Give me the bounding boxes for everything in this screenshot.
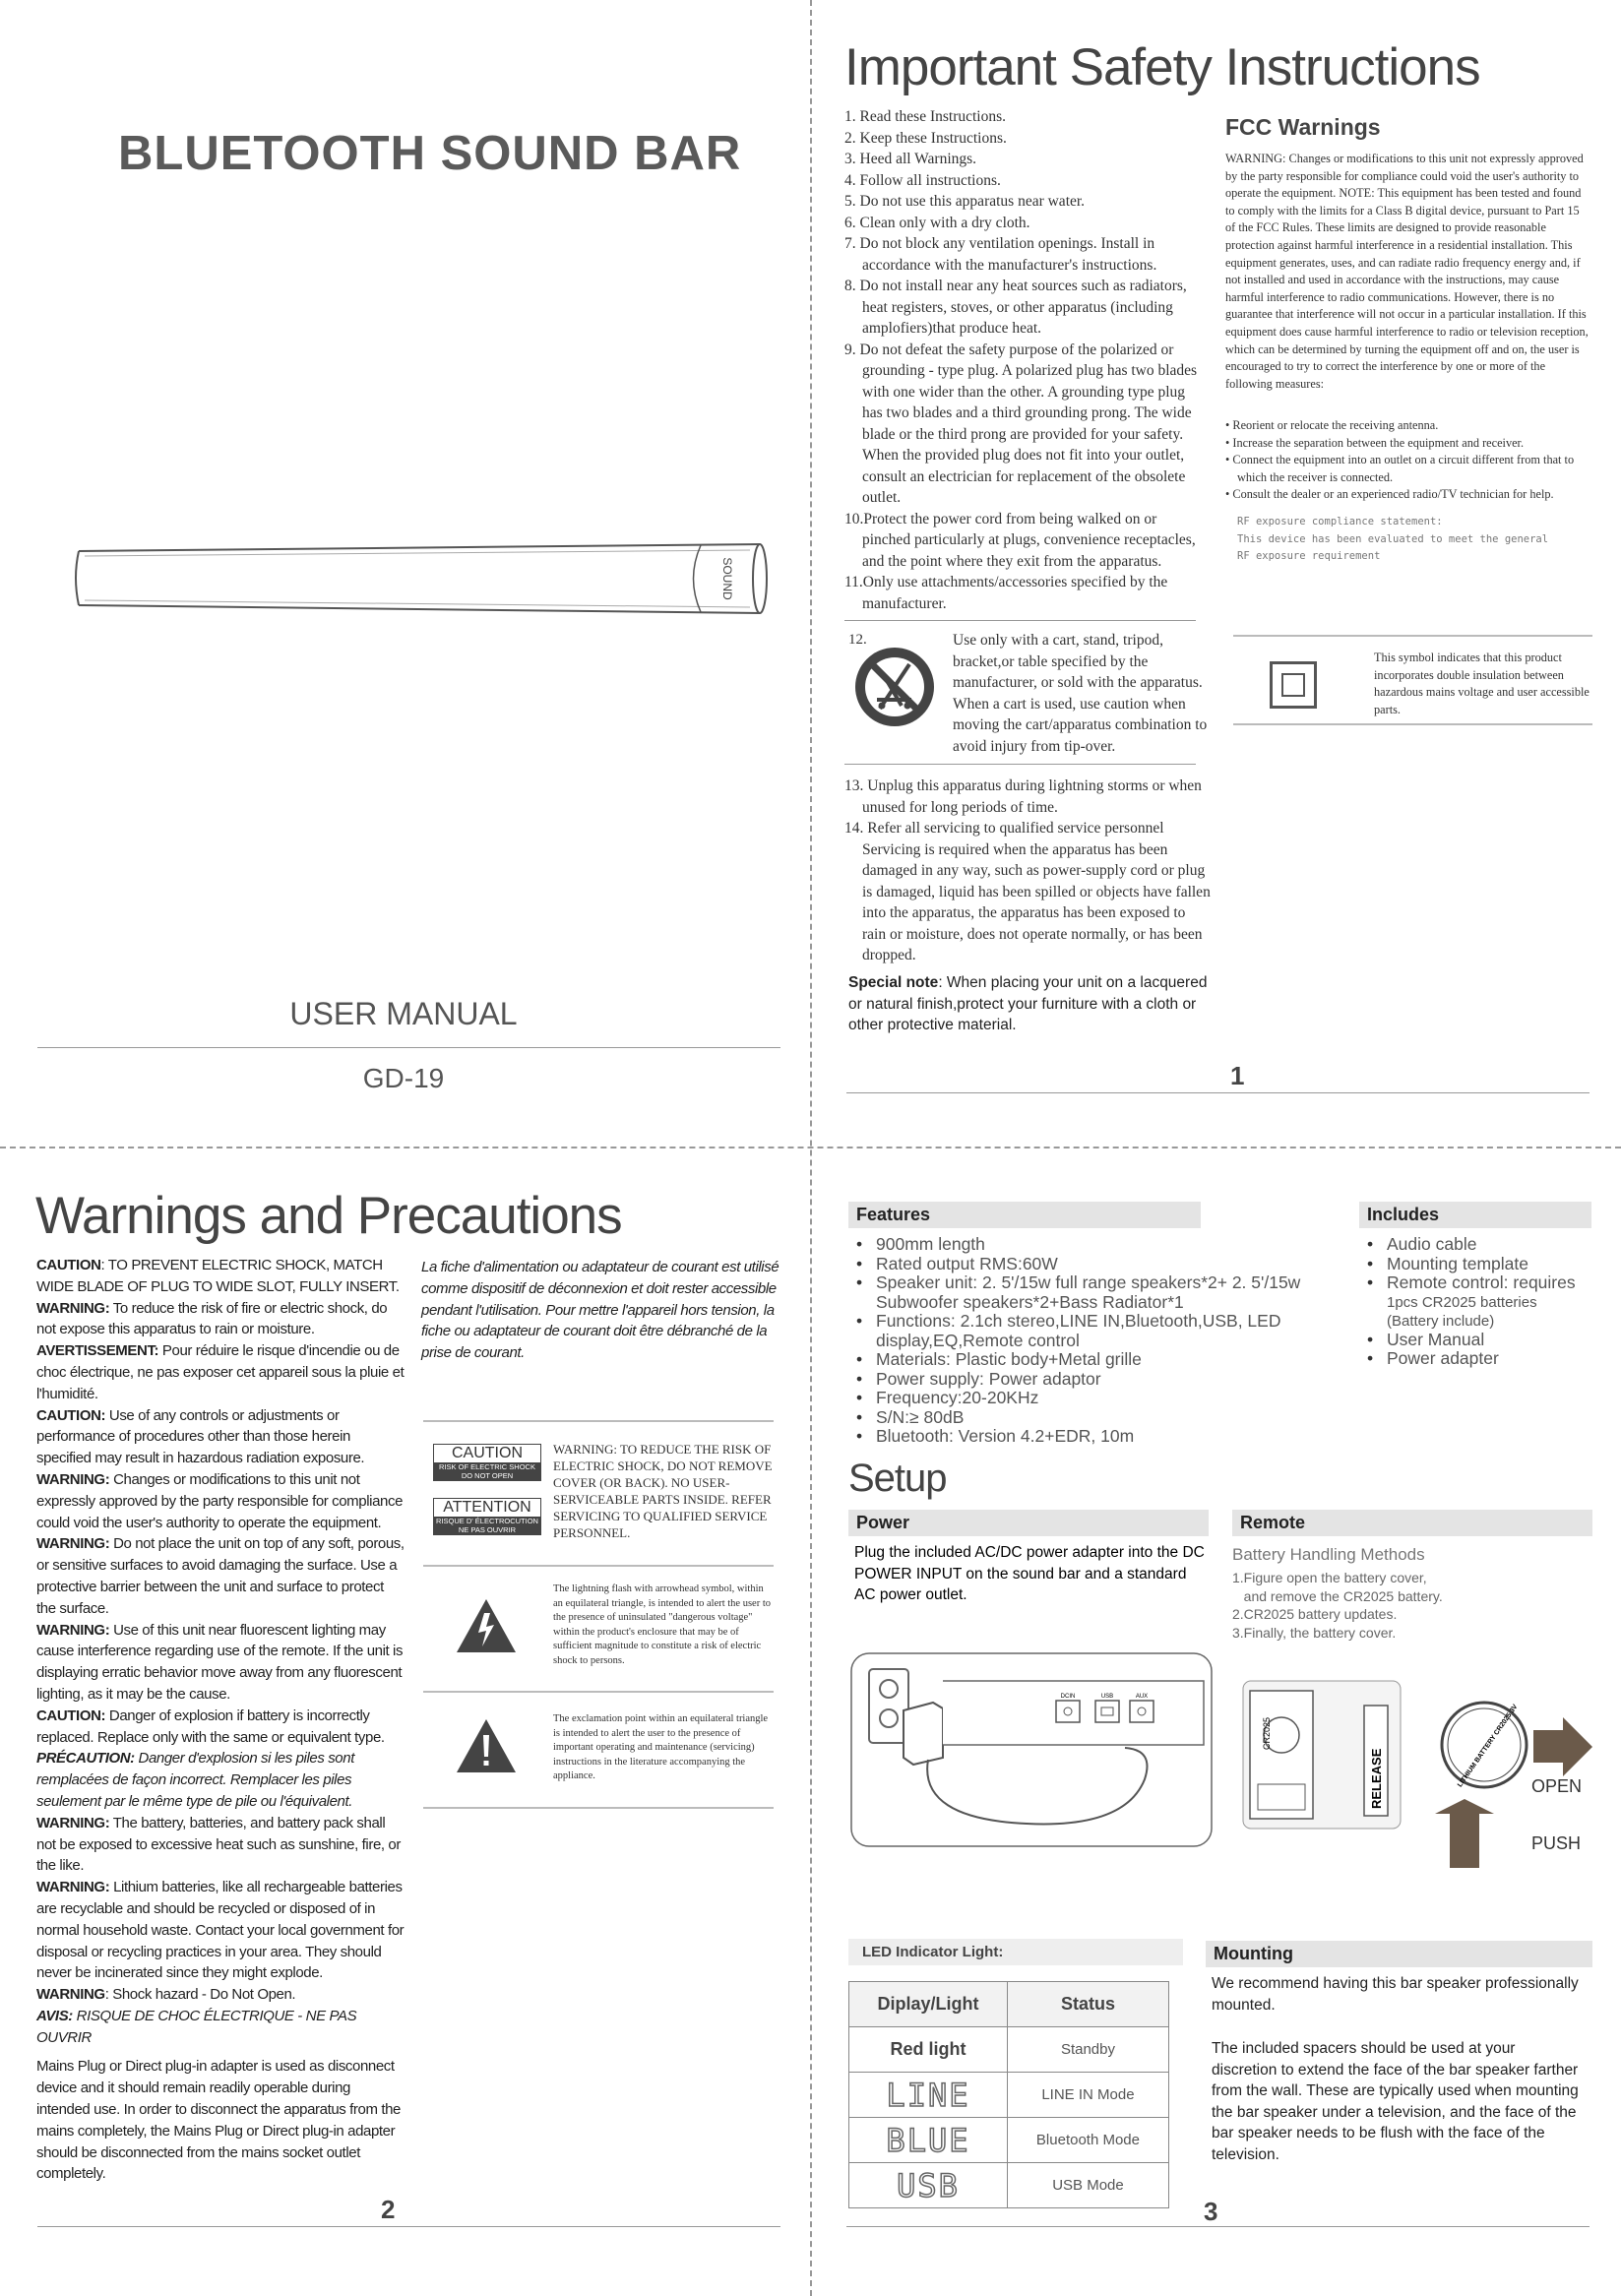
item-12-number: 12. — [848, 632, 867, 648]
warning-paragraph — [36, 1620, 405, 1706]
feature-item: • Functions: 2.1ch stereo,LINE IN,Bluetooth,USB, LED display,EQ,Remote control — [848, 1312, 1360, 1350]
warning-text: Use of this unit near fluorescent lighting may cause interference regarding use of the remote. If the unit is displaying erratic behavior move away from any fluorescent lighting, as it may be the cause. — [36, 1621, 404, 1703]
warning-text: Do not place the unit on top of any soft, porous, or sensitive surfaces to avoid damaging the surface. Use a protective barrier between the unit and surface to protect the surface. — [36, 1535, 405, 1617]
includes-header: Includes — [1359, 1202, 1591, 1228]
fcc-title: FCC Warnings — [1225, 114, 1381, 140]
warning-paragraph — [36, 2056, 405, 2185]
led-col-display: Diplay/Light — [849, 1982, 1008, 2027]
safety-item: 4. Follow all instructions. — [844, 171, 1001, 189]
feature-item: • Frequency:20-20KHz — [848, 1389, 1360, 1408]
led-col-status: Status — [1007, 1982, 1168, 2027]
remote-battery-diagram — [1238, 1676, 1592, 1873]
page-number-1: 1 — [1230, 1061, 1245, 1090]
safety-item: 8. Do not install near any heat sources such as radiators, heat registers, stoves, or other apparatus (including amplofiers)that produce heat. — [844, 278, 1187, 337]
safety-item: 5. Do not use this apparatus near water. — [844, 193, 1086, 210]
led-status-bluetooth: Bluetooth Mode — [1007, 2118, 1168, 2163]
mounting-text-2: The included spacers should be used at your discretion to extend the face of the bar speaker farther from the wall. These are typically used when mounting the bar speaker under a television, and the face of the bar speaker needs to be flush with the face of the television. — [1212, 2040, 1579, 2163]
exclamation-warning-icon — [455, 1717, 518, 1774]
warning-label: CAUTION: — [36, 1706, 106, 1724]
soundbar-logo: SOUND — [720, 557, 734, 600]
feature-item: • Materials: Plastic body+Metal grille — [848, 1350, 1360, 1370]
special-note-text: : When placing your unit on a lacquered or natural finish,protect your furniture with a cloth or other protective material. — [848, 974, 1208, 1033]
port-label-aux: AUX — [1135, 1694, 1149, 1700]
battery-steps: 1.Figure open the battery cover, and remove the CR2025 battery. 2.CR2025 battery updates. 3.Finally, the battery cover. — [1232, 1570, 1443, 1641]
safety-item: 14. Refer all servicing to qualified service personnel Servicing is required when the apparatus has been damaged in any way, such as power-supply cord or plug is damaged, liquid has been spilled or objects have fallen into the apparatus, the apparatus has been exposed to rain or moisture, does not operate normally, or has been dropped. — [844, 820, 1211, 963]
warning-label: WARNING: — [36, 1621, 110, 1639]
fcc-text: WARNING: Changes or modifications to this unit not expressly approved by the party responsible for compliance could void the user's authority to operate the equipment. NOTE: This equipment has been tested and found to comply with the limits for a Class B digital device, pursuant to Part 15 of the FCC Rules. These limits are designed to provide reasonable protection against harmful interference in a residential installation. This equipment generates, uses, and can radiate radio frequency energy and, if not installed and used in accordance with the instructions, may cause harmful interference to radio communications. However, there is no guarantee that interference will not occur in a particular installation. If this equipment does cause harmful interference to radio or television reception, which can be determined by turning the equipment off and on, the user is encouraged to try to correct the interference by one or more of the following measures: — [1225, 152, 1589, 391]
warning-text: The battery, batteries, and battery pack shall not be exposed to excessive heat such as sunshine, fire, or the like. — [36, 1814, 401, 1875]
safety-list — [844, 106, 1209, 614]
warning-label: CAUTION: — [36, 1406, 106, 1424]
special-note-label: Special note — [848, 974, 939, 991]
warning-paragraph — [36, 1748, 405, 1812]
warning-label: WARNING: — [36, 1814, 110, 1831]
led-header: LED Indicator Light: — [848, 1939, 1183, 1965]
model-number: GD-19 — [362, 1063, 445, 1093]
warning-text: Lithium batteries, like all rechargeable batteries are recyclable and should be recycled or disposed of in normal household waste. Contact your local government for disposal or recycling practices in your area. They should never be incinerated since they might explode. — [36, 1879, 405, 1982]
push-label: PUSH — [1531, 1833, 1582, 1853]
warning-paragraph — [36, 1984, 405, 2006]
includes-item: • Mounting template — [1359, 1255, 1595, 1274]
feature-item: • Speaker unit: 2. 5'/15w full range speakers*2+ 2. 5'/15w Subwoofer speakers*2+Bass Radiator*1 — [848, 1273, 1360, 1312]
soundbar-illustration — [71, 536, 770, 620]
port-label-dcin: DCIN — [1060, 1694, 1076, 1700]
feature-item: • Bluetooth: Version 4.2+EDR, 10m — [848, 1427, 1360, 1447]
warning-label: CAUTION — [36, 1257, 101, 1273]
safety-item: 1. Read these Instructions. — [844, 108, 1007, 125]
item-12-text: Use only with a cart, stand, tripod, bracket,or table specified by the manufacturer, or sold with the apparatus. When a cart is used, use caution when moving the cart/apparatus combination to avoid injury from tip-over. — [953, 632, 1208, 755]
battery-handling-title: Battery Handling Methods — [1232, 1545, 1425, 1564]
safety-item: 11.Only use attachments/accessories specified by the manufacturer. — [844, 574, 1168, 612]
warning-label: WARNING — [36, 1986, 105, 2004]
warning-text: Pour réduire le risque d'incendie ou de choc électrique, ne pas exposer cet appareil sous la pluie et l'humidité. — [36, 1342, 405, 1402]
warning-paragraph — [36, 1340, 405, 1404]
warning-paragraph — [36, 1298, 405, 1341]
caution-label: CAUTION — [452, 1445, 523, 1461]
power-connection-diagram — [849, 1651, 1214, 1848]
includes-battery-note: 1pcs CR2025 batteries (Battery include) — [1387, 1293, 1537, 1330]
warning-paragraph — [36, 1877, 405, 1984]
manual-label: USER MANUAL — [289, 996, 518, 1031]
led-red-light: Red light — [849, 2027, 1008, 2073]
cover-title: BLUETOOTH SOUND BAR — [118, 127, 742, 180]
warning-label: PRÉCAUTION: — [36, 1750, 135, 1768]
safety-item: 9. Do not defeat the safety purpose of the polarized or grounding - type plug. A polarized plug has two blades with one wider than the other. A grounding type plug has two blades and a third grounding prong. The wide blade or the third prong are provided for your safety. When the provided plug does not fit into your outlet, consult an electrician for replacement of the obsolete outlet. — [844, 341, 1198, 506]
setup-title: Setup — [848, 1457, 947, 1500]
warning-label: WARNING: — [36, 1879, 110, 1896]
led-display-usb: USB — [897, 2166, 960, 2204]
exclamation-text: The exclamation point within an equilateral triangle is intended to alert the user to the presence of important operating and maintenance (servicing) instructions in the literature accompanying the appliance. — [553, 1713, 769, 1781]
open-label: OPEN — [1531, 1776, 1583, 1796]
safety-item: 10.Protect the power cord from being walked on or pinched particularly at plugs, convenience receptacles, and the point where they exit from the apparatus. — [844, 510, 1196, 570]
led-status-standby: Standby — [1007, 2027, 1168, 2073]
warning-text: Danger d'explosion si les piles sont remplacées de façon incorrect. Remplacer les piles seulement par le même type de pile ou l'équivalent. — [36, 1750, 354, 1810]
remote-header: Remote — [1232, 1510, 1592, 1536]
safety-list-continued — [844, 776, 1211, 966]
caution-sublabel: RISK OF ELECTRIC SHOCK DO NOT OPEN — [434, 1462, 540, 1480]
double-insulation-icon — [1270, 661, 1317, 709]
warning-text: Danger of explosion if battery is incorrectly replaced. Replace only with the same or equivalent type. — [36, 1706, 385, 1746]
feature-item: • Power supply: Power adaptor — [848, 1370, 1360, 1390]
release-label: RELEASE — [1369, 1748, 1384, 1809]
special-note — [848, 972, 1222, 1036]
warning-text: Mains Plug or Direct plug-in adapter is used as disconnect device and it should remain readily operable during intended use. In order to disconnect the apparatus from the mains completely, the Mains Plug or Direct plug-in adapter should be disconnected from the mains socket outlet completely. — [36, 2058, 401, 2183]
power-header: Power — [848, 1510, 1209, 1536]
cart-warning-icon — [852, 645, 937, 729]
lightning-warning-icon — [455, 1597, 518, 1654]
warning-text: : Shock hazard - Do Not Open. — [104, 1986, 296, 2004]
feature-item: • S/N:≥ 80dB — [848, 1408, 1360, 1428]
rf-exposure-statement: RF exposure compliance statement: This device has been evaluated to meet the general RF exposure requirement — [1237, 516, 1549, 562]
fcc-measure-item: • Reorient or relocate the receiving antenna. — [1225, 418, 1439, 432]
warning-label: AVERTISSEMENT: — [36, 1342, 159, 1360]
features-header: Features — [848, 1202, 1201, 1228]
cover-label: CR2025 — [1262, 1716, 1272, 1750]
attention-sublabel: RISQUE D' ÉLECTROCUTION NE PAS OUVRIR — [434, 1517, 540, 1534]
safety-item: 3. Heed all Warnings. — [844, 151, 977, 167]
led-status-linein: LINE IN Mode — [1007, 2073, 1168, 2118]
warning-label: AVIS: — [36, 2007, 73, 2024]
warning-paragraph — [36, 2006, 405, 2049]
warning-text: To reduce the risk of fire or electric shock, do not expose this apparatus to rain or moisture. — [36, 1299, 388, 1338]
warning-text: RISQUE DE CHOC ÉLECTRIQUE - NE PAS OUVRIR — [36, 2007, 357, 2046]
includes-item: • Power adapter — [1359, 1349, 1595, 1369]
caution-label-box — [433, 1444, 541, 1481]
safety-item: 7. Do not block any ventilation openings. Install in accordance with the manufacturer's instructions. — [844, 235, 1157, 274]
safety-item: 6. Clean only with a dry cloth. — [844, 214, 1030, 231]
warning-label: WARNING: — [36, 1535, 110, 1553]
fcc-measures-list — [1223, 417, 1592, 504]
french-disconnect-note: La fiche d'alimentation ou adaptateur de courant est utilisé comme dispositif de déconnexion et doit rester accessible pendant l'utilisation. Pour mettre l'appareil hors tension, la fiche ou adaptateur de courant doit être débranché de la prise de courant. — [421, 1259, 779, 1362]
fcc-measure-item: • Consult the dealer or an experienced radio/TV technician for help. — [1225, 487, 1554, 502]
caution-text: WARNING: TO REDUCE THE RISK OF ELECTRIC SHOCK, DO NOT REMOVE COVER (OR BACK). NO USER-SERVICEABLE PARTS INSIDE. REFER SERVICING TO QUALIFIED SERVICE PERSONNEL. — [553, 1442, 773, 1540]
led-status-table — [848, 1981, 1169, 2208]
warning-paragraph — [36, 1469, 405, 1533]
horizontal-fold-line — [0, 1147, 1621, 1148]
mounting-header: Mounting — [1206, 1941, 1592, 1967]
warning-paragraph — [36, 1706, 405, 1749]
page-number-2: 2 — [381, 2195, 396, 2224]
warning-paragraph — [36, 1255, 405, 1298]
safety-title: Important Safety Instructions — [844, 38, 1480, 96]
warning-text: : TO PREVENT ELECTRIC SHOCK, MATCH WIDE BLADE OF PLUG TO WIDE SLOT, FULLY INSERT. — [36, 1257, 400, 1295]
attention-label: ATTENTION — [443, 1499, 531, 1516]
safety-item: 2. Keep these Instructions. — [844, 129, 1007, 147]
includes-item: • User Manual — [1359, 1331, 1595, 1350]
fcc-measure-item: • Connect the equipment into an outlet on a circuit different from that to which the receiver is connected. — [1225, 453, 1575, 484]
power-text: Plug the included AC/DC power adapter into the DC POWER INPUT on the sound bar and a standard AC power outlet. — [854, 1544, 1205, 1603]
feature-item: • Rated output RMS:60W — [848, 1255, 1360, 1274]
attention-label-box — [433, 1498, 541, 1535]
fcc-measure-item: • Increase the separation between the equipment and receiver. — [1225, 435, 1525, 450]
includes-item: • Remote control: requires — [1359, 1273, 1595, 1293]
features-list — [848, 1235, 1360, 1447]
battery-label: LITHIUM BATTERY CR2025 3V — [1457, 1703, 1520, 1789]
warning-paragraph — [36, 1813, 405, 1877]
led-status-usb: USB Mode — [1007, 2163, 1168, 2208]
port-label-usb: USB — [1100, 1694, 1114, 1700]
safety-item: 13. Unplug this apparatus during lightning storms or when unused for long periods of time. — [844, 777, 1202, 816]
led-display-bluetooth: BLUE — [886, 2121, 970, 2159]
warning-label: WARNING: — [36, 1299, 110, 1317]
includes-list — [1359, 1235, 1595, 1369]
warning-paragraph — [36, 1405, 405, 1469]
feature-item: • 900mm length — [848, 1235, 1360, 1255]
page-number-3: 3 — [1204, 2197, 1218, 2226]
includes-item: • Audio cable — [1359, 1235, 1595, 1255]
warning-text: Changes or modifications to this unit not expressly approved by the party responsible for compliance could void the user's authority to operate the equipment. — [36, 1470, 404, 1531]
warning-label: WARNING: — [36, 1470, 110, 1488]
led-display-line: LINE — [886, 2076, 970, 2114]
mounting-text-1: We recommend having this bar speaker professionally mounted. — [1212, 1975, 1579, 2014]
warnings-column — [36, 1255, 405, 2185]
double-insulation-text: This symbol indicates that this product incorporates double insulation between hazardous mains voltage and user accessible parts. — [1374, 651, 1590, 716]
lightning-text: The lightning flash with arrowhead symbol, within an equilateral triangle, is intended to alert the user to the presence of uninsulated "dangerous voltage" within the product's enclosure that may be of sufficient magnitude to constitute a risk of electric shock to persons. — [553, 1583, 772, 1666]
warnings-title: Warnings and Precautions — [35, 1187, 622, 1245]
warning-text: Use of any controls or adjustments or performance of procedures other than those herein specified may result in hazardous radiation exposure. — [36, 1406, 365, 1467]
warning-paragraph — [36, 1533, 405, 1619]
